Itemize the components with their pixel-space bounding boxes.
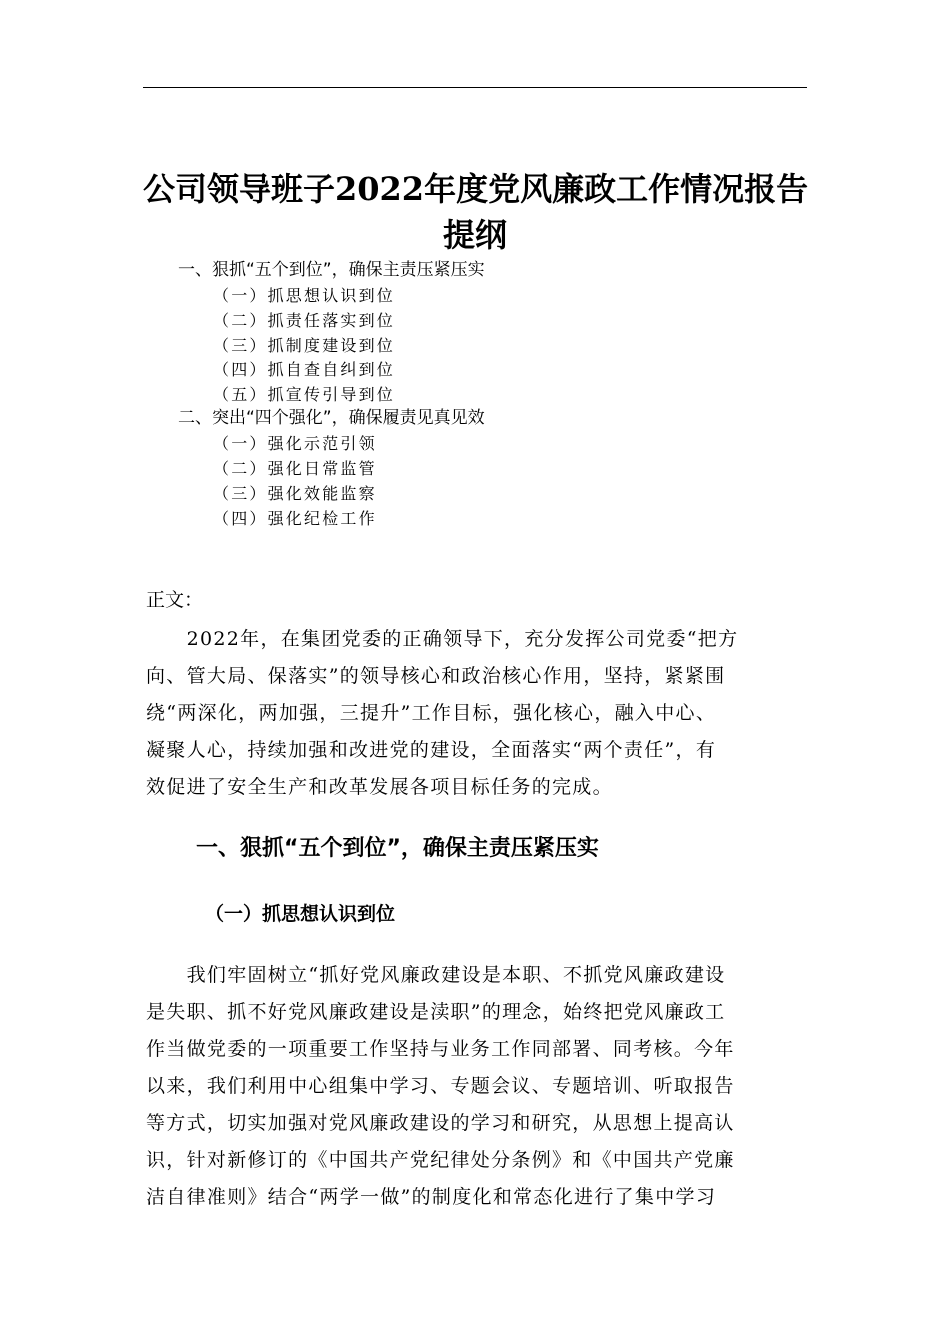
outline-item: （二）抓责任落实到位 <box>213 311 396 330</box>
document-title <box>143 166 807 258</box>
title-line-1: 公司领导班子2022年度党风廉政工作情况报告 <box>143 170 809 208</box>
header-rule <box>143 87 807 88</box>
outline-item: （四）抓自查自纠到位 <box>213 360 396 379</box>
paragraph-line: 识，针对新修订的《中国共产党纪律处分条例》和《中国共产党廉 <box>146 1149 735 1171</box>
section-heading: 一、狠抓“五个到位”，确保主责压紧压实 <box>196 836 599 861</box>
paragraph-line: 2022年，在集团党委的正确领导下，充分发挥公司党委“把方 <box>146 628 739 650</box>
paragraph-line: 绕“两深化，两加强，三提升”工作目标，强化核心，融入中心、 <box>146 702 717 724</box>
outline-item: （一）强化示范引领 <box>213 434 377 453</box>
outline-section-2: 二、突出“四个强化”，确保履责见真见效 <box>178 408 485 428</box>
outline-item: （二）强化日常监管 <box>213 459 377 478</box>
outline-item: （三）抓制度建设到位 <box>213 336 396 355</box>
paragraph-1 <box>146 957 810 1216</box>
paragraph-line: 以来，我们利用中心组集中学习、专题会议、专题培训、听取报告 <box>146 1075 735 1097</box>
title-line-2: 提纲 <box>442 216 507 254</box>
outline-item: （四）强化纪检工作 <box>213 509 377 528</box>
outline-item: （五）抓宣传引导到位 <box>213 385 396 404</box>
outline-section-1: 一、狠抓“五个到位”，确保主责压紧压实 <box>178 260 485 280</box>
paragraph-line: 效促进了安全生产和改革发展各项目标任务的完成。 <box>146 776 613 798</box>
paragraph-line: 等方式，切实加强对党风廉政建设的学习和研究，从思想上提高认 <box>146 1112 735 1134</box>
outline-item: （一）抓思想认识到位 <box>213 286 396 305</box>
paragraph-line: 是失职、抓不好党风廉政建设是渎职”的理念，始终把党风廉政工 <box>146 1001 726 1023</box>
subsection-heading: （一）抓思想认识到位 <box>205 903 396 925</box>
paragraph-line: 作当做党委的一项重要工作坚持与业务工作同部署、同考核。今年 <box>146 1038 735 1060</box>
outline-item: （三）强化效能监察 <box>213 484 377 503</box>
paragraph-line: 洁自律准则》结合“两学一做”的制度化和常态化进行了集中学习 <box>146 1186 717 1208</box>
paragraph-line: 向、管大局、保落实”的领导核心和政治核心作用，坚持，紧紧围 <box>146 665 726 687</box>
paragraph-line: 凝聚人心，持续加强和改进党的建设，全面落实“两个责任”，有 <box>146 739 717 761</box>
paragraph-line: 我们牢固树立“抓好党风廉政建设是本职、不抓党风廉政建设 <box>146 964 726 986</box>
intro-paragraph <box>146 621 810 806</box>
body-label: 正文： <box>146 589 204 611</box>
